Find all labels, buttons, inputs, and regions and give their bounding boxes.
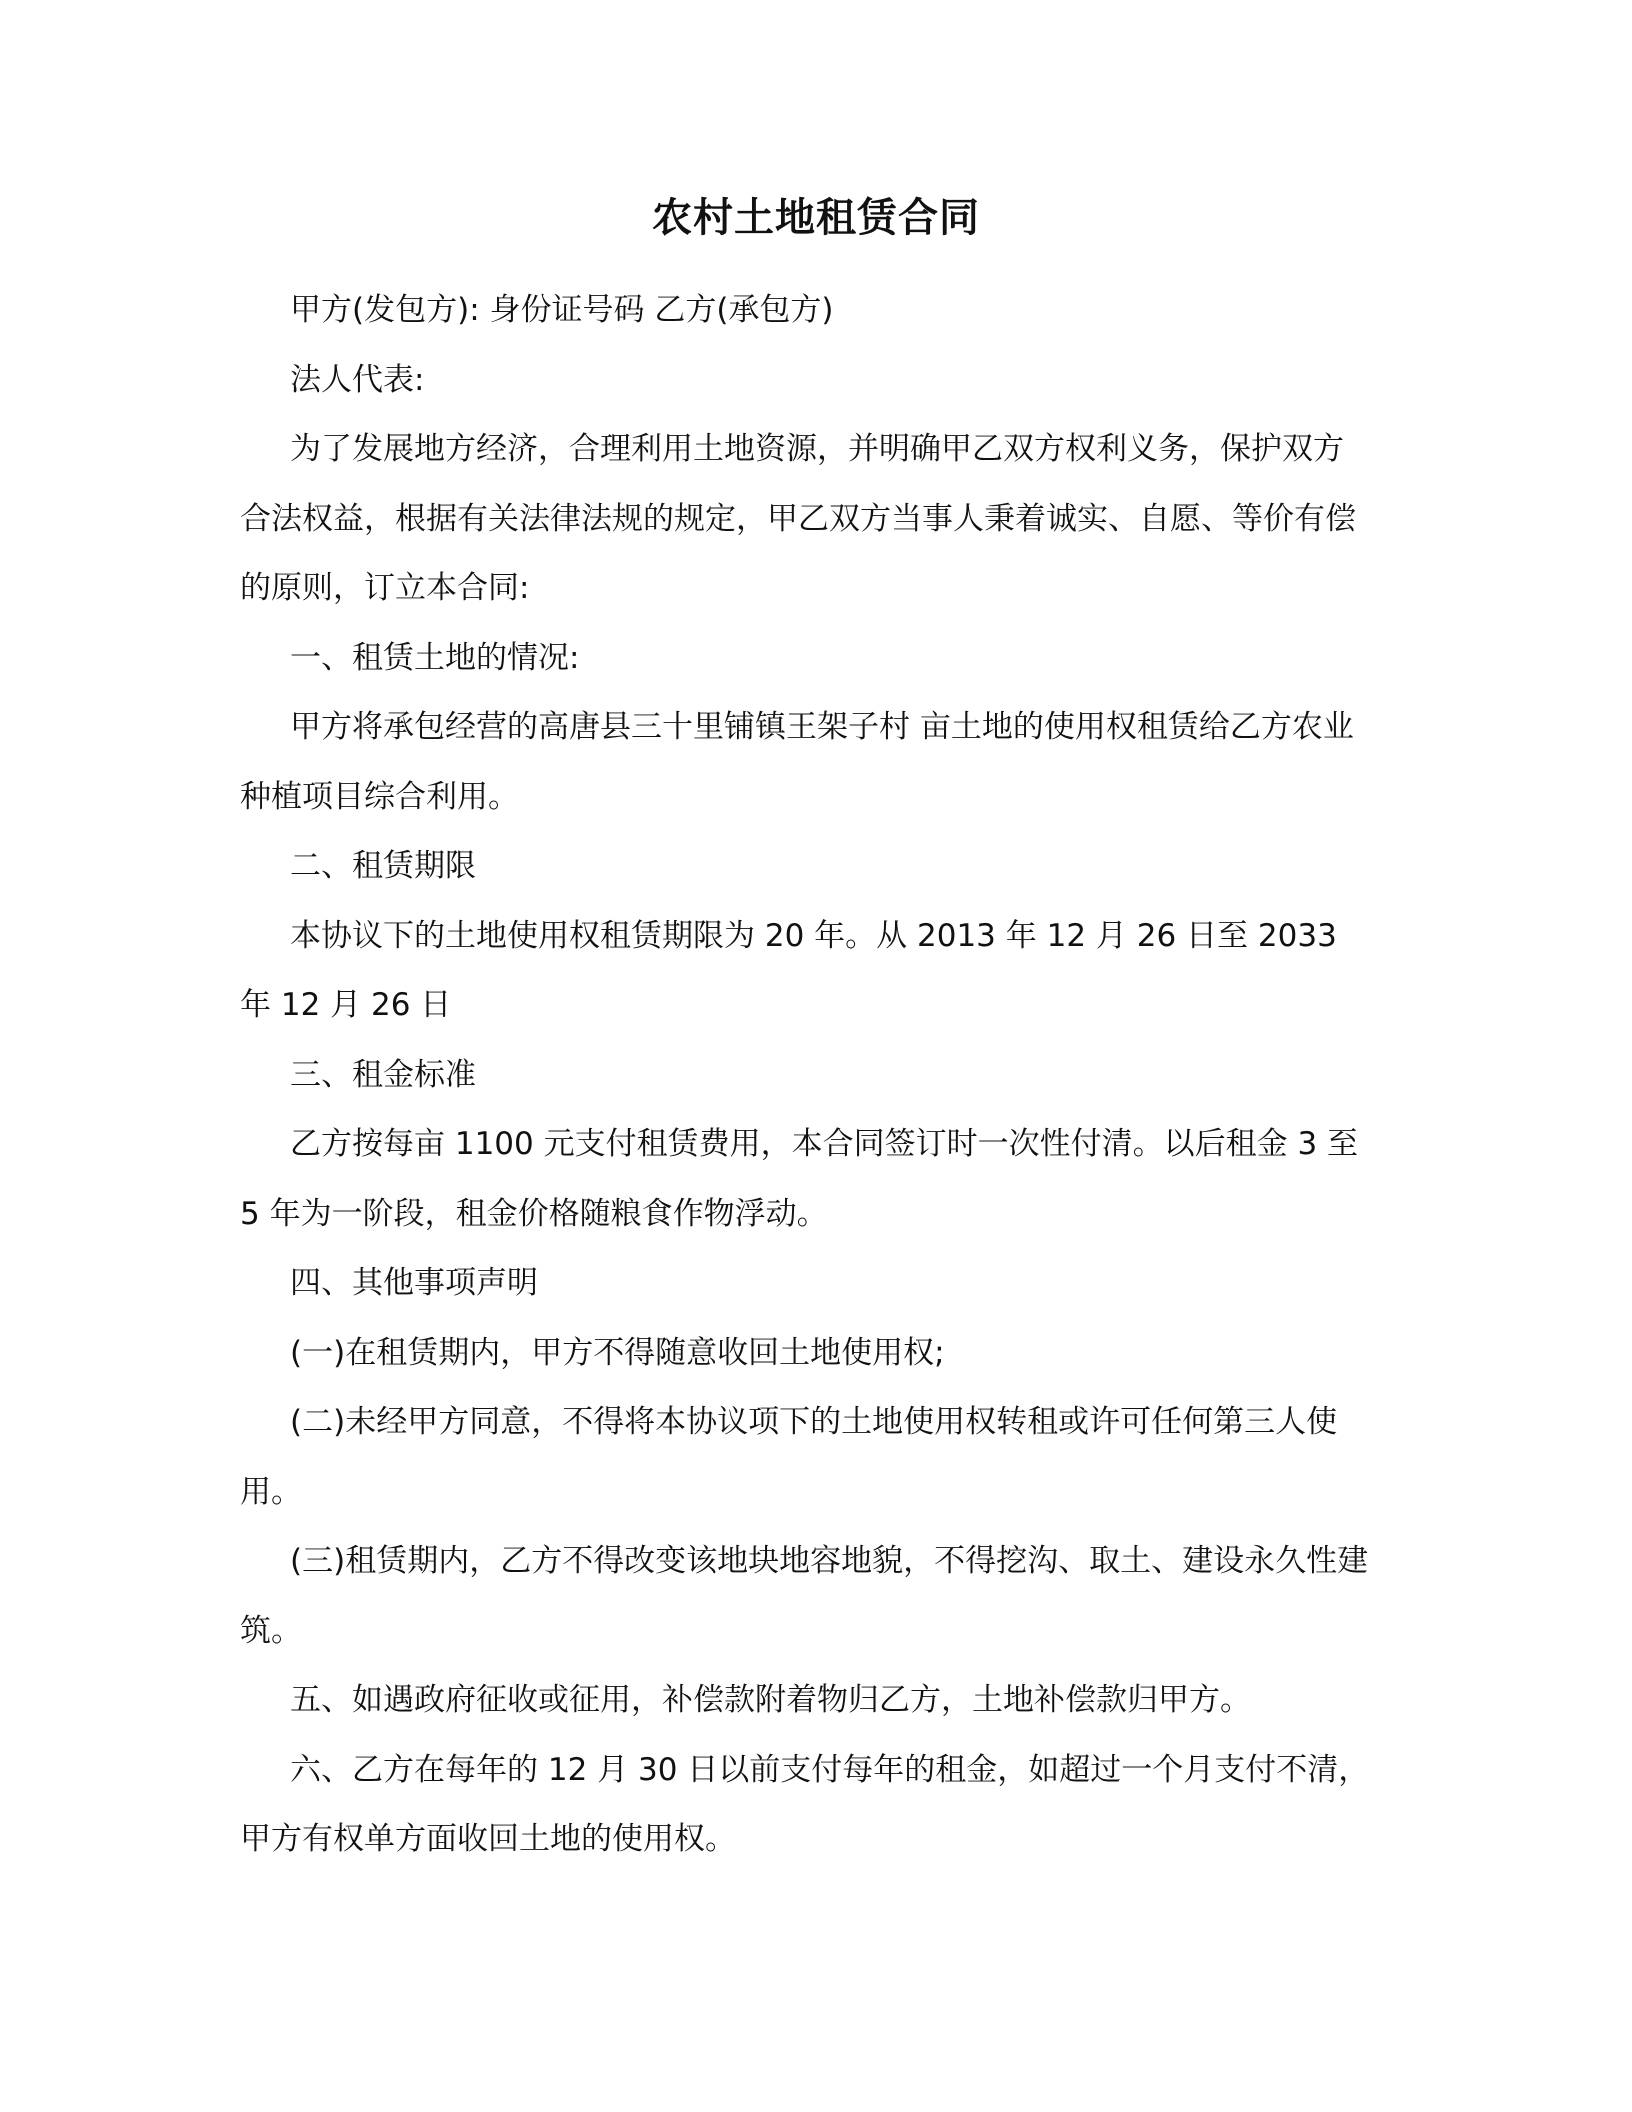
document-body (240, 276, 1370, 1875)
section-6-paragraph: 六、乙方在每年的 12 月 30 日以前支付每年的租金，如超过一个月支付不清，甲方有权单方面收回土地的使用权。 (240, 1751, 1370, 1857)
section-heading-2: 二、租赁期限 (290, 848, 476, 884)
legal-rep-line: 法人代表: (290, 361, 425, 398)
preamble-paragraph: 为了发展地方经济，合理利用土地资源，并明确甲乙双方权利义务，保护双方合法权益，根据有关法律法规的规定，甲乙双方当事人秉着诚实、自愿、等价有偿的原则，订立本合同: (240, 431, 1356, 606)
document-title: 农村土地租赁合同 (652, 195, 980, 241)
section-2-paragraph: 本协议下的土地使用权租赁期限为 20 年。从 2013 年 12 月 26 日至 2033 年 12 月 26 日 (240, 917, 1337, 1023)
section-heading-3: 三、租金标准 (290, 1056, 476, 1093)
party-line: 甲方(发包方): 身份证号码 乙方(承包方) (290, 292, 834, 328)
section-heading-1: 一、租赁土地的情况: (290, 639, 580, 676)
section-4-item-3: (三)租赁期内，乙方不得改变该地块地容地貌，不得挖沟、取土、建设永久性建筑。 (240, 1543, 1369, 1649)
section-5-paragraph: 五、如遇政府征收或征用，补偿款附着物归乙方，土地补偿款归甲方。 (290, 1682, 1251, 1718)
section-1-paragraph: 甲方将承包经营的高唐县三十里铺镇王架子村 亩土地的使用权租赁给乙方农业种植项目综合利用。 (240, 709, 1354, 815)
section-4-item-2: (二)未经甲方同意，不得将本协议项下的土地使用权转租或许可任何第三人使用。 (240, 1404, 1338, 1510)
section-3-paragraph: 乙方按每亩 1100 元支付租赁费用，本合同签订时一次性付清。以后租金 3 至 5 年为一阶段，租金价格随粮食作物浮动。 (240, 1126, 1359, 1232)
section-heading-4: 四、其他事项声明 (290, 1265, 538, 1301)
section-4-item-1: (一)在租赁期内，甲方不得随意收回土地使用权; (290, 1334, 945, 1371)
